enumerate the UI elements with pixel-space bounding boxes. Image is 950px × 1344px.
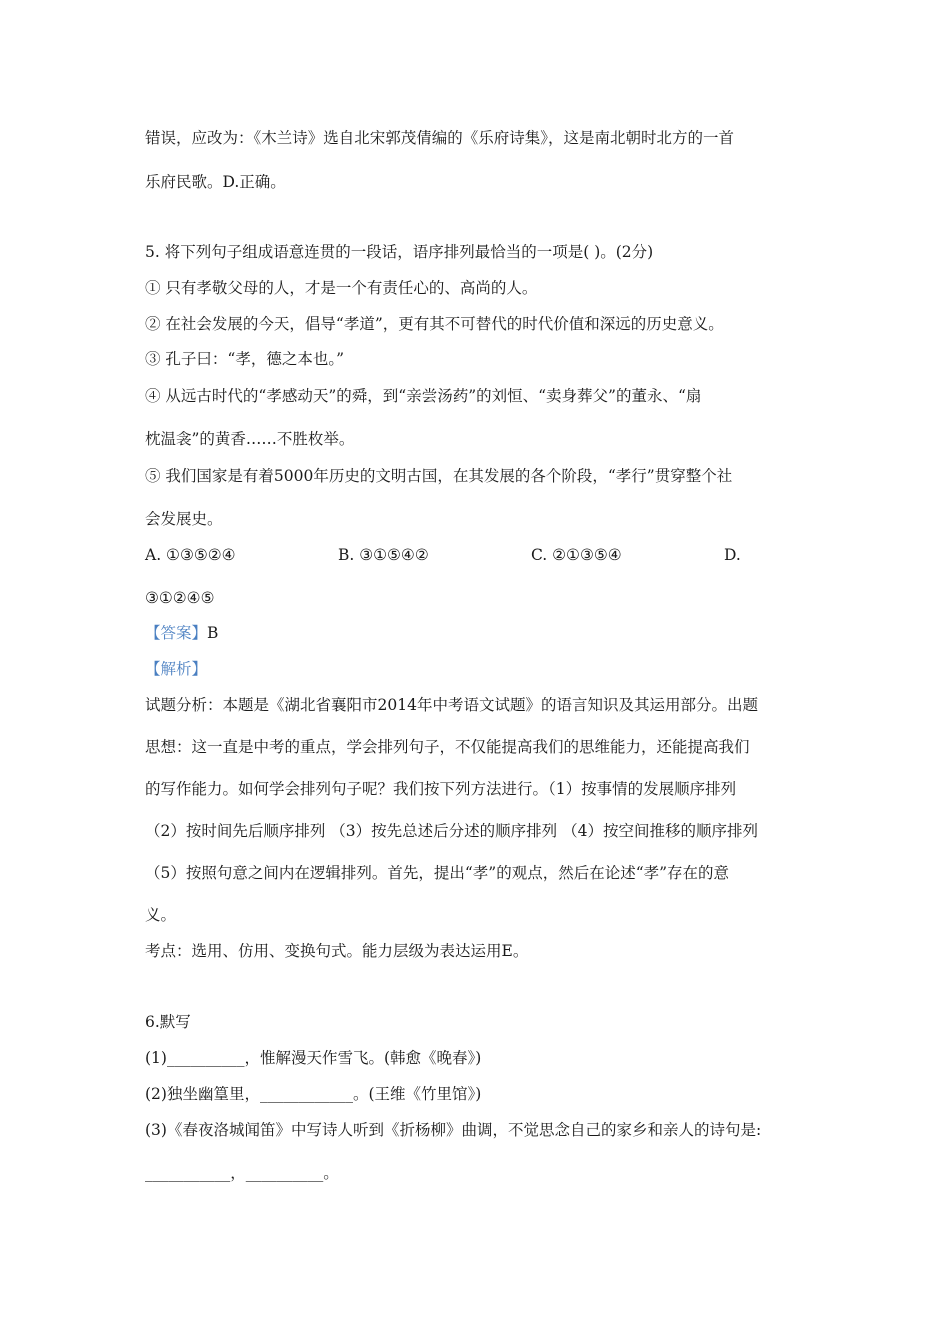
answer-line (145, 622, 218, 644)
analysis-line-5: （5）按照句意之间内在逻辑排列。首先，提出“孝”的观点，然后在论述“孝”存在的意 (145, 864, 730, 882)
option-d-value: ③①②④⑤ (145, 589, 215, 607)
sentence-4-line-1: ④ 从远古时代的“孝感动天”的舜，到“亲尝汤药”的刘恒、“卖身葬父”的董永、“扇 (145, 387, 702, 405)
sentence-1: ① 只有孝敬父母的人，才是一个有责任心的、高尚的人。 (145, 279, 538, 297)
sentence-3: ③ 孔子曰：“孝，德之本也。” (145, 350, 345, 368)
analysis-line-3: 的写作能力。如何学会排列句子呢？我们按下列方法进行。（1）按事情的发展顺序排列 (145, 780, 737, 798)
question-5-stem: 5. 将下列句子组成语意连贯的一段话，语序排列最恰当的一项是( )。(2分) (145, 243, 654, 261)
option-a: A. ①③⑤②④ (145, 546, 236, 564)
analysis-line-6: 义。 (145, 906, 177, 924)
question-6-item-3: (3)《春夜洛城闻笛》中写诗人听到《折杨柳》曲调，不觉思念自己的家乡和亲人的诗句是: (145, 1121, 762, 1139)
question-6-blanks: ___________，__________。 (145, 1164, 339, 1182)
sentence-4-line-2: 枕温衾”的黄香……不胜枚举。 (145, 430, 355, 448)
kaodian-line: 考点：选用、仿用、变换句式。能力层级为表达运用E。 (145, 942, 529, 960)
question-6-item-2: (2)独坐幽篁里，____________。(王维《竹里馆》) (145, 1085, 482, 1103)
option-d: D. (724, 546, 741, 564)
option-b: B. ③①⑤④② (338, 546, 429, 564)
analysis-line-2: 思想：这一直是中考的重点，学会排列句子，不仅能提高我们的思维能力，还能提高我们 (145, 738, 750, 756)
analysis-tag: 【解析】 (145, 660, 208, 678)
analysis-line-1: 试题分析：本题是《湖北省襄阳市2014年中考语文试题》的语言知识及其运用部分。出题 (145, 696, 758, 714)
prev-answer-line-2: 乐府民歌。D.正确。 (145, 173, 286, 191)
question-6-title: 6.默写 (145, 1013, 191, 1031)
analysis-line-4: （2）按时间先后顺序排列 （3）按先总述后分述的顺序排列 （4）按空间推移的顺序排列 (145, 822, 758, 840)
sentence-5-line-1: ⑤ 我们国家是有着5000年历史的文明古国，在其发展的各个阶段，“孝行”贯穿整个社 (145, 467, 733, 485)
prev-answer-line-1: 错误，应改为：《木兰诗》选自北宋郭茂倩编的《乐府诗集》，这是南北朝时北方的一首 (145, 129, 735, 147)
sentence-2: ② 在社会发展的今天，倡导“孝道”，更有其不可替代的时代价值和深远的历史意义。 (145, 315, 724, 333)
sentence-5-line-2: 会发展史。 (145, 510, 223, 528)
option-c: C. ②①③⑤④ (531, 546, 622, 564)
answer-value: B (207, 624, 219, 642)
question-6-item-1: (1)__________，惟解漫天作雪飞。(韩愈《晚春》) (145, 1049, 482, 1067)
answer-tag: 【答案】 (145, 624, 208, 642)
